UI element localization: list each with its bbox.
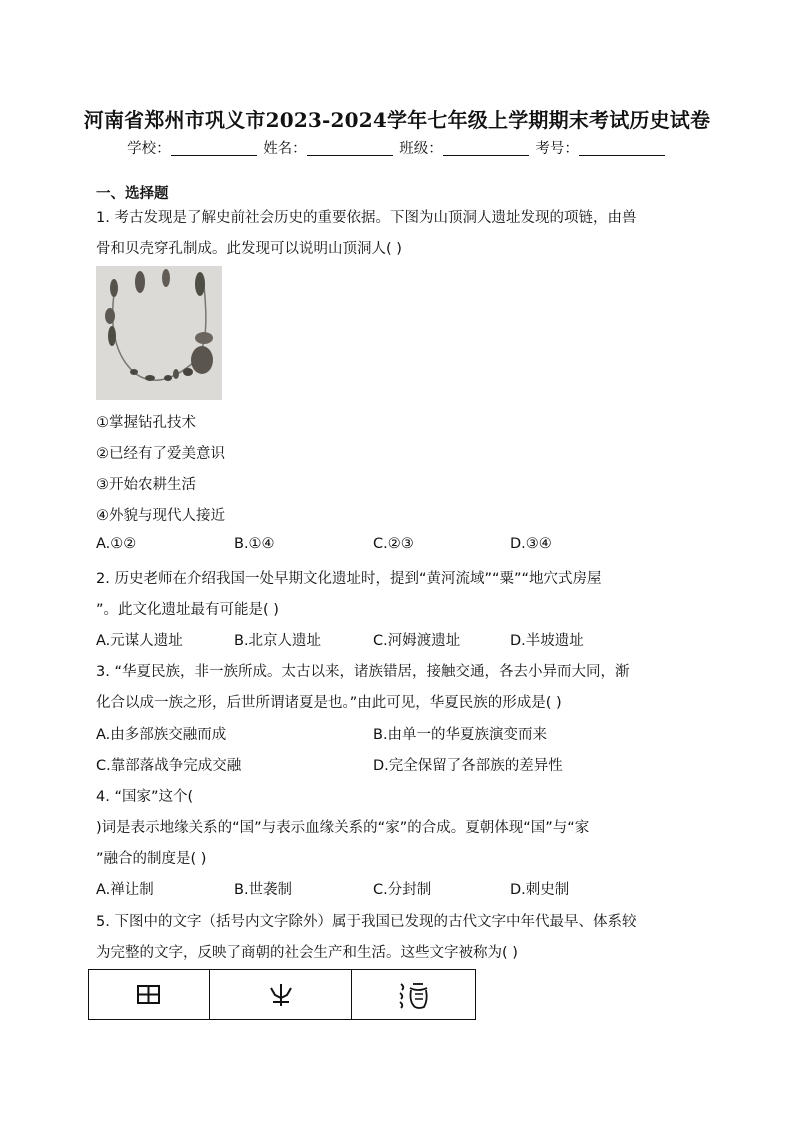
character-cell-field — [89, 970, 210, 1019]
class-blank[interactable] — [443, 141, 529, 156]
necklace-photo — [96, 266, 222, 400]
q3-option-d[interactable]: D.完全保留了各部族的差异性 — [373, 758, 563, 774]
section-heading: 一、选择题 — [96, 186, 169, 202]
q3-option-c[interactable]: C.靠部落战争完成交融 — [96, 758, 242, 774]
exam-no-label: 考号： — [535, 141, 579, 157]
q1-option-a[interactable]: A.①② — [96, 536, 137, 552]
q3-option-b[interactable]: B.由单一的华夏族演变而来 — [373, 727, 548, 743]
q2-option-d[interactable]: D.半坡遗址 — [510, 633, 584, 649]
q3-option-a[interactable]: A.由多部族交融而成 — [96, 727, 227, 743]
grain-glyph-icon — [267, 982, 295, 1008]
q5-stem-line1: 5. 下图中的文字（括号内文字除外）属于我国已发现的古代文字中年代最早、体系较 — [96, 914, 637, 930]
character-cell-wine — [352, 970, 475, 1019]
q1-option-b[interactable]: B.①④ — [234, 536, 275, 552]
q4-option-c[interactable]: C.分封制 — [373, 882, 432, 898]
q3-stem-line1: 3. “华夏民族，非一族所成。太古以来，诸族错居，接触交通，各去小异而大同，渐 — [96, 664, 630, 680]
q1-statement-1: ①掌握钻孔技术 — [96, 415, 196, 431]
name-label: 姓名： — [263, 141, 307, 157]
exam-title: 河南省郑州市巩义市2023-2024学年七年级上学期期末考试历史试卷 — [83, 108, 711, 132]
q4-stem-line3: ”融合的制度是( ) — [96, 851, 207, 867]
q4-option-d[interactable]: D.刺史制 — [510, 882, 570, 898]
exam-no-blank[interactable] — [579, 141, 665, 156]
q1-option-c[interactable]: C.②③ — [373, 536, 414, 552]
q1-stem-line1: 1. 考古发现是了解史前社会历史的重要依据。下图为山顶洞人遗址发现的项链，由兽 — [96, 210, 637, 226]
character-cell-grain — [210, 970, 352, 1019]
q2-option-b[interactable]: B.北京人遗址 — [234, 633, 322, 649]
q1-stem-line2: 骨和贝壳穿孔制成。此发现可以说明山顶洞人( ) — [96, 241, 402, 257]
q2-option-c[interactable]: C.河姆渡遗址 — [373, 633, 461, 649]
q4-stem-line1: 4. “国家”这个( — [96, 789, 194, 805]
q2-stem-line2: ”。此文化遗址最有可能是( ) — [96, 602, 279, 618]
q5-stem-line2: 为完整的文字，反映了商朝的社会生产和生活。这些文字被称为( ) — [96, 945, 518, 961]
q4-option-b[interactable]: B.世袭制 — [234, 882, 293, 898]
school-label: 学校： — [127, 141, 171, 157]
class-label: 班级： — [399, 141, 443, 157]
q1-statement-2: ②已经有了爱美意识 — [96, 446, 225, 462]
q1-statement-3: ③开始农耕生活 — [96, 477, 196, 493]
q4-stem-line2: )词是表示地缘关系的“国”与表示血缘关系的“家”的合成。夏朝体现“国”与“家 — [96, 820, 590, 836]
q4-option-a[interactable]: A.禅让制 — [96, 882, 154, 898]
field-glyph-icon — [136, 984, 162, 1006]
name-blank[interactable] — [307, 141, 393, 156]
ancient-characters-table — [88, 969, 476, 1020]
school-blank[interactable] — [171, 141, 257, 156]
q1-option-d[interactable]: D.③④ — [510, 536, 552, 552]
wine-glyph-icon — [397, 980, 431, 1010]
necklace-illustration — [96, 266, 222, 400]
student-info-row — [0, 137, 794, 158]
q1-statement-4: ④外貌与现代人接近 — [96, 508, 225, 524]
q2-stem-line1: 2. 历史老师在介绍我国一处早期文化遗址时，提到“黄河流域”“粟”“地穴式房屋 — [96, 571, 602, 587]
q2-option-a[interactable]: A.元谋人遗址 — [96, 633, 183, 649]
q3-stem-line2: 化合以成一族之形，后世所谓诸夏是也。”由此可见，华夏民族的形成是( ) — [96, 695, 562, 711]
